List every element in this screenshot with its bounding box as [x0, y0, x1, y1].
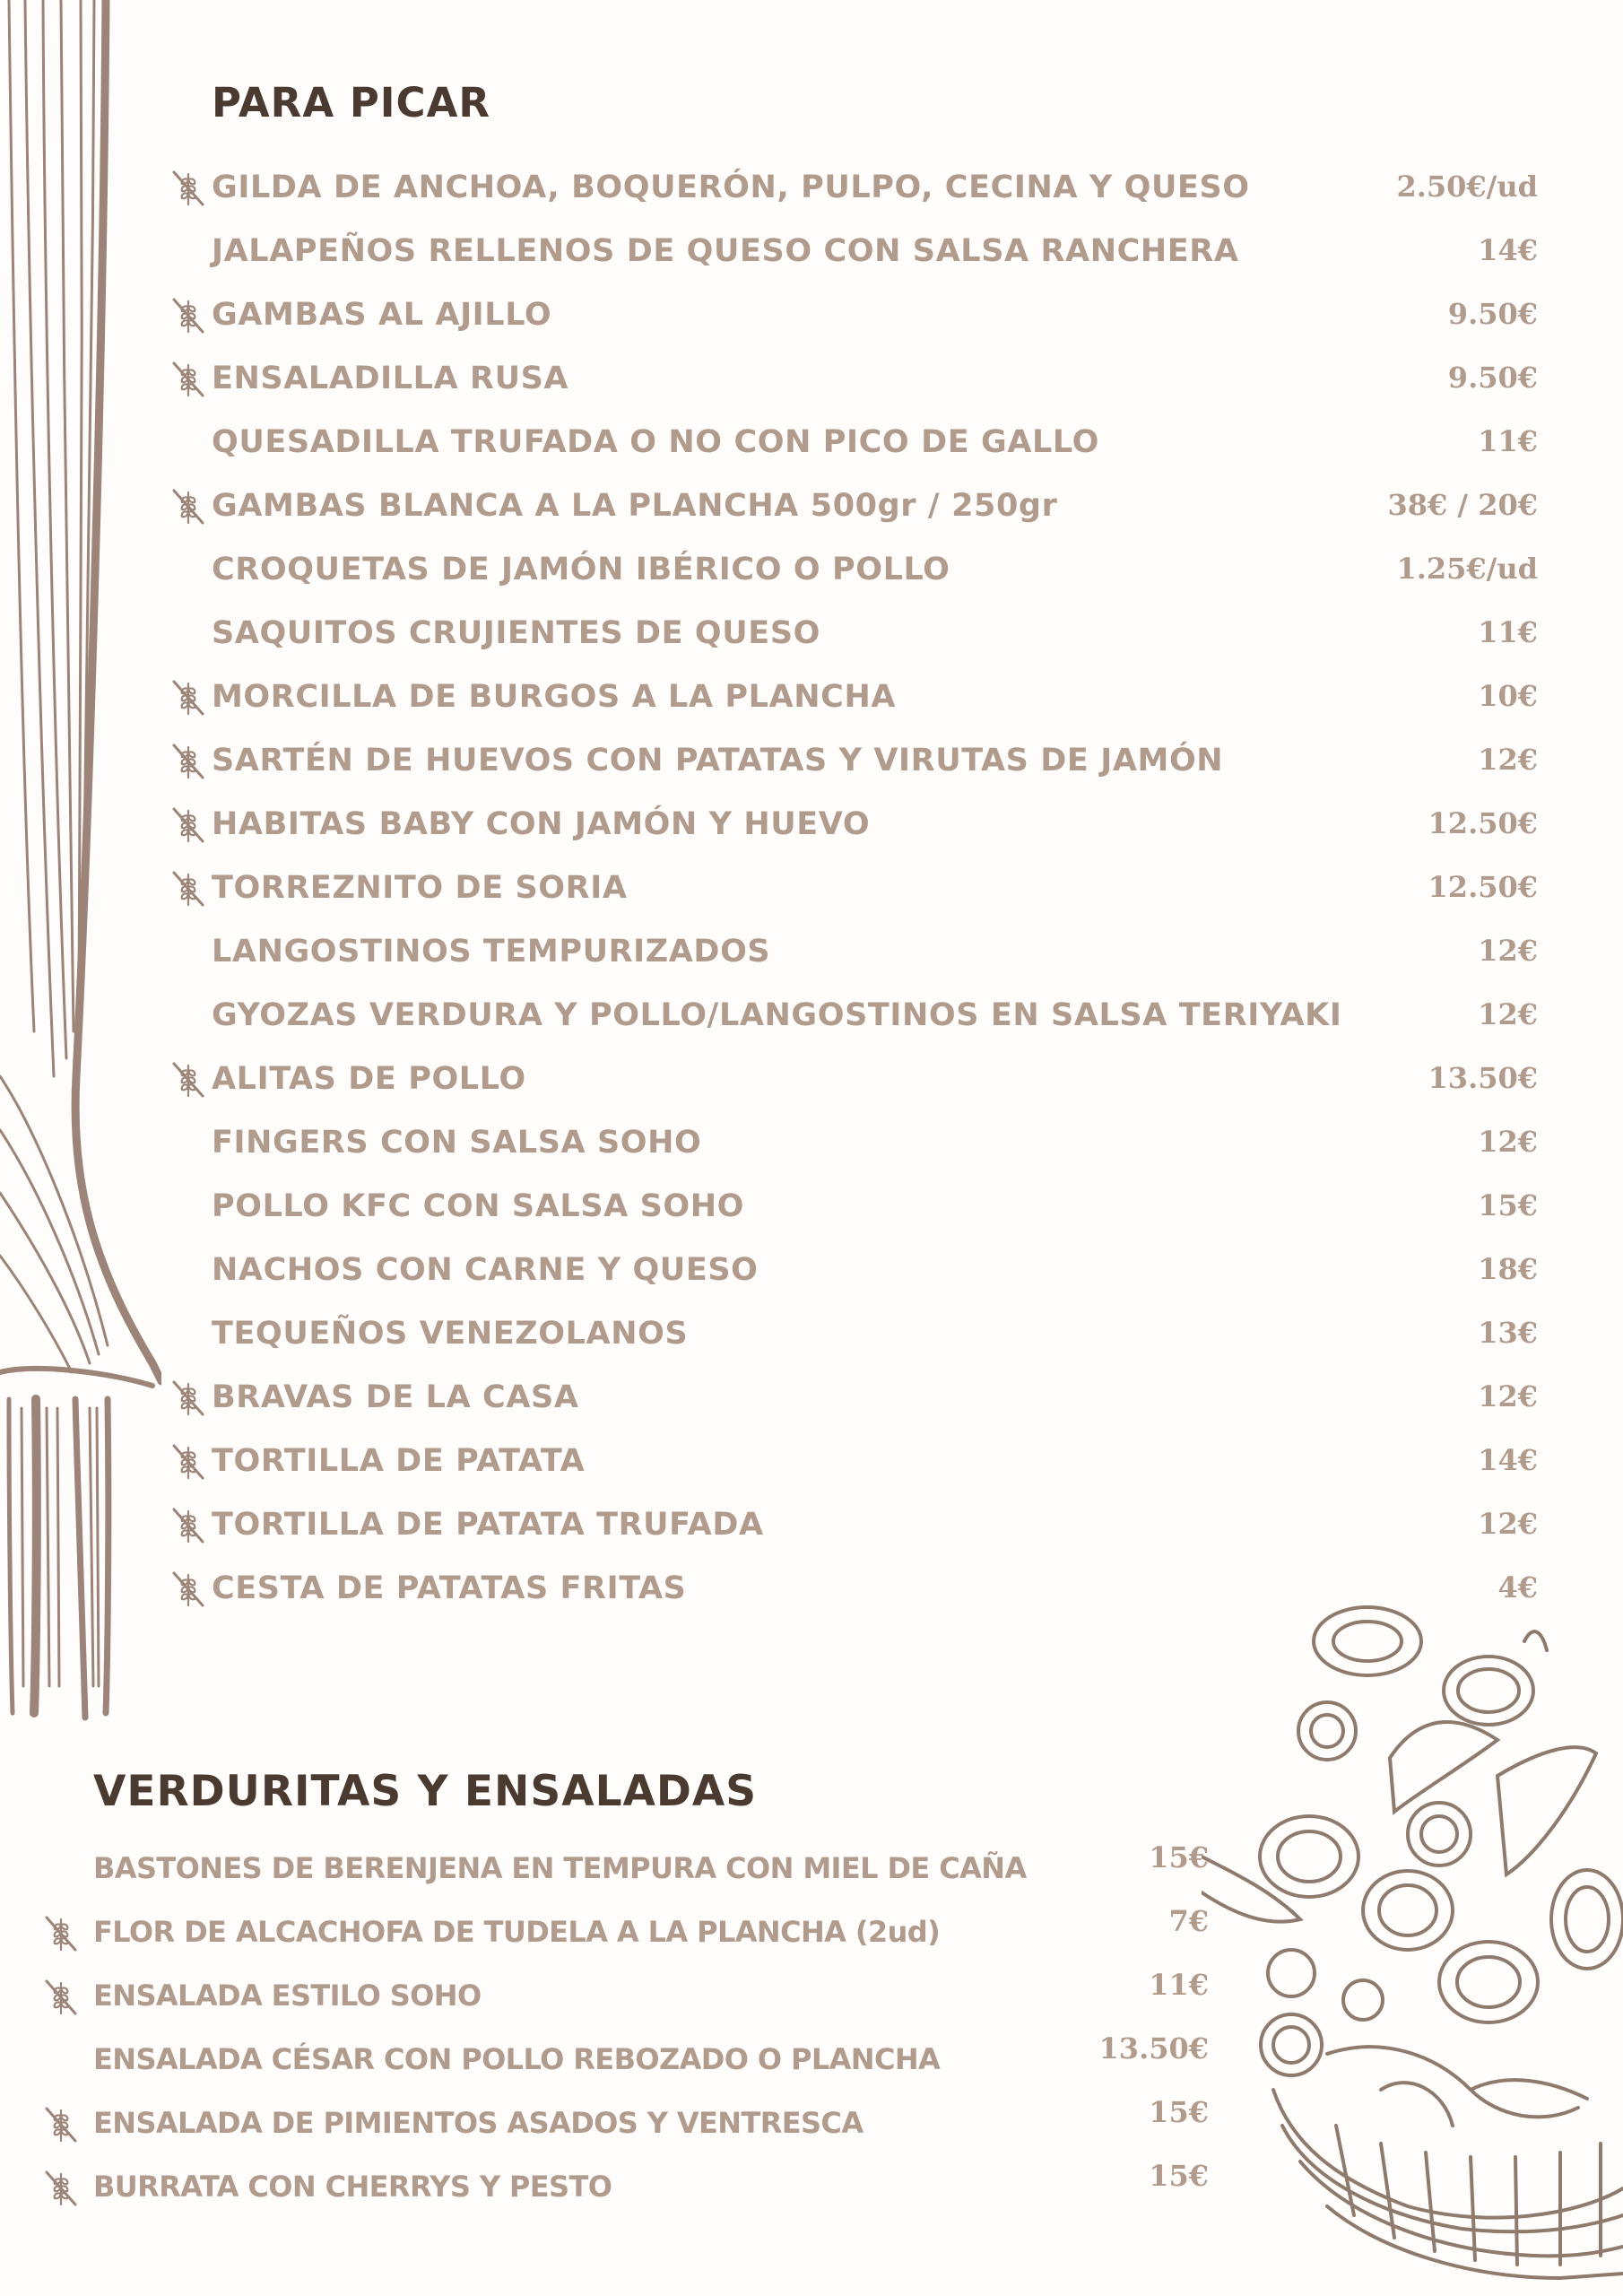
menu-item-price: 11€ [1478, 424, 1538, 458]
gluten-free-wheat-icon [170, 742, 206, 781]
menu-item [43, 1966, 1209, 2030]
menu-item-price: 13.50€ [1098, 2031, 1209, 2066]
menu-item-price: 11€ [1149, 1968, 1209, 2002]
menu-item-name: POLLO KFC CON SALSA SOHO [212, 1188, 745, 1224]
menu-item [43, 2157, 1209, 2221]
menu-item [170, 1239, 1538, 1303]
menu-item-price: 14€ [1478, 1443, 1538, 1477]
menu-item-name: CESTA DE PATATAS FRITAS [212, 1570, 687, 1606]
menu-item-name: FLOR DE ALCACHOFA DE TUDELA A LA PLANCHA (2ud) [93, 1915, 941, 1949]
menu-item-name: FINGERS CON SALSA SOHO [212, 1125, 702, 1161]
menu-item-price: 7€ [1168, 1904, 1209, 1938]
menu-item-price: 12.50€ [1428, 806, 1538, 840]
section-title-para-picar: PARA PICAR [212, 79, 491, 126]
menu-item-price: 12€ [1478, 997, 1538, 1031]
menu-item-name: JALAPEÑOS RELLENOS DE QUESO CON SALSA RANCHERA [212, 233, 1239, 269]
menu-item-name: GYOZAS VERDURA Y POLLO/LANGOSTINOS EN SALSA TERIYAKI [212, 997, 1342, 1033]
menu-item-price: 9.50€ [1447, 297, 1538, 331]
menu-item-name: TORREZNITO DE SORIA [212, 870, 628, 906]
menu-item [170, 603, 1538, 666]
menu-list-para-picar [170, 157, 1538, 1622]
menu-item-price: 12€ [1478, 1507, 1538, 1541]
menu-item [170, 1112, 1538, 1176]
menu-item [170, 412, 1538, 475]
menu-item-price: 12€ [1478, 1379, 1538, 1413]
gluten-free-wheat-icon [170, 296, 206, 335]
gluten-free-wheat-icon [170, 805, 206, 845]
menu-item [170, 348, 1538, 412]
salad-bowl-illustration [1202, 1587, 1623, 2296]
menu-item-name: GAMBAS BLANCA A LA PLANCHA 500gr / 250gr [212, 488, 1058, 524]
gluten-free-wheat-icon [170, 1570, 206, 1609]
menu-item-name: GILDA DE ANCHOA, BOQUERÓN, PULPO, CECINA Y QUESO [212, 170, 1250, 205]
menu-item-price: 15€ [1149, 2159, 1209, 2193]
menu-item-name: ALITAS DE POLLO [212, 1061, 526, 1097]
menu-item-name: TORTILLA DE PATATA TRUFADA [212, 1507, 764, 1543]
menu-item [43, 1902, 1209, 1966]
menu-item [170, 666, 1538, 730]
menu-item [170, 157, 1538, 221]
menu-item-price: 4€ [1497, 1570, 1538, 1605]
menu-item-name: HABITAS BABY CON JAMÓN Y HUEVO [212, 806, 871, 842]
menu-item-name: MORCILLA DE BURGOS A LA PLANCHA [212, 679, 897, 715]
menu-item [170, 985, 1538, 1048]
menu-item-price: 9.50€ [1447, 361, 1538, 395]
menu-item [170, 1494, 1538, 1558]
gluten-free-wheat-icon [170, 487, 206, 526]
menu-list-verduritas-y-ensaladas [43, 1839, 1209, 2221]
menu-item-price: 12€ [1478, 743, 1538, 777]
menu-item-name: NACHOS CON CARNE Y QUESO [212, 1252, 759, 1288]
menu-item-price: 2.50€/ud [1396, 170, 1538, 204]
gluten-free-wheat-icon [170, 869, 206, 909]
menu-item-name: LANGOSTINOS TEMPURIZADOS [212, 934, 771, 970]
menu-item-name: GAMBAS AL AJILLO [212, 297, 552, 333]
menu-item-price: 10€ [1478, 679, 1538, 713]
menu-item-name: TEQUEÑOS VENEZOLANOS [212, 1316, 689, 1352]
gluten-free-wheat-icon [170, 1060, 206, 1100]
menu-item [170, 1303, 1538, 1367]
menu-item-price: 13€ [1478, 1316, 1538, 1350]
menu-item [170, 1431, 1538, 1494]
menu-item [170, 475, 1538, 539]
menu-item [170, 1558, 1538, 1622]
menu-item-price: 12.50€ [1428, 870, 1538, 904]
menu-item [43, 1839, 1209, 1902]
menu-item-price: 15€ [1149, 2095, 1209, 2129]
menu-item [170, 284, 1538, 348]
menu-item-price: 18€ [1478, 1252, 1538, 1286]
menu-item-name: TORTILLA DE PATATA [212, 1443, 586, 1479]
menu-item-name: ENSALADILLA RUSA [212, 361, 569, 396]
menu-item [170, 921, 1538, 985]
menu-item-price: 1.25€/ud [1396, 552, 1538, 586]
menu-item-name: BRAVAS DE LA CASA [212, 1379, 579, 1415]
menu-item [43, 2030, 1209, 2093]
menu-item [170, 1367, 1538, 1431]
menu-item [170, 1048, 1538, 1112]
fork-illustration [0, 0, 161, 1731]
menu-item-price: 11€ [1478, 615, 1538, 649]
gluten-free-wheat-icon [170, 1442, 206, 1482]
menu-item [170, 857, 1538, 921]
menu-item [43, 2093, 1209, 2157]
menu-item [170, 730, 1538, 794]
menu-item-price: 15€ [1478, 1188, 1538, 1222]
menu-item [170, 794, 1538, 857]
menu-item [170, 221, 1538, 284]
menu-item-price: 14€ [1478, 233, 1538, 267]
menu-item-name: SARTÉN DE HUEVOS CON PATATAS Y VIRUTAS DE JAMÓN [212, 743, 1224, 778]
menu-item-name: ENSALADA ESTILO SOHO [93, 1979, 482, 2013]
menu-item [170, 1176, 1538, 1239]
section-title-verduritas-y-ensaladas: VERDURITAS Y ENSALADAS [93, 1767, 758, 1816]
gluten-free-wheat-icon [43, 1978, 79, 2017]
menu-item-name: SAQUITOS CRUJIENTES DE QUESO [212, 615, 820, 651]
gluten-free-wheat-icon [170, 1378, 206, 1418]
gluten-free-wheat-icon [43, 2169, 79, 2208]
menu-item-price: 13.50€ [1428, 1061, 1538, 1095]
menu-item [170, 539, 1538, 603]
menu-item-name: QUESADILLA TRUFADA O NO CON PICO DE GALLO [212, 424, 1099, 460]
menu-item-price: 12€ [1478, 934, 1538, 968]
menu-item-name: ENSALADA DE PIMIENTOS ASADOS Y VENTRESCA [93, 2106, 864, 2140]
menu-item-name: CROQUETAS DE JAMÓN IBÉRICO O POLLO [212, 552, 950, 587]
gluten-free-wheat-icon [43, 2105, 79, 2144]
gluten-free-wheat-icon [170, 678, 206, 718]
gluten-free-wheat-icon [170, 360, 206, 399]
menu-item-name: BASTONES DE BERENJENA EN TEMPURA CON MIEL DE CAÑA [93, 1851, 1027, 1885]
menu-item-price: 15€ [1149, 1840, 1209, 1874]
gluten-free-wheat-icon [170, 1506, 206, 1545]
gluten-free-wheat-icon [170, 169, 206, 208]
menu-item-name: BURRATA CON CHERRYS Y PESTO [93, 2170, 612, 2204]
menu-item-name: ENSALADA CÉSAR CON POLLO REBOZADO O PLANCHA [93, 2042, 941, 2076]
menu-item-price: 38€ / 20€ [1387, 488, 1538, 522]
menu-item-price: 12€ [1478, 1125, 1538, 1159]
gluten-free-wheat-icon [43, 1914, 79, 1953]
